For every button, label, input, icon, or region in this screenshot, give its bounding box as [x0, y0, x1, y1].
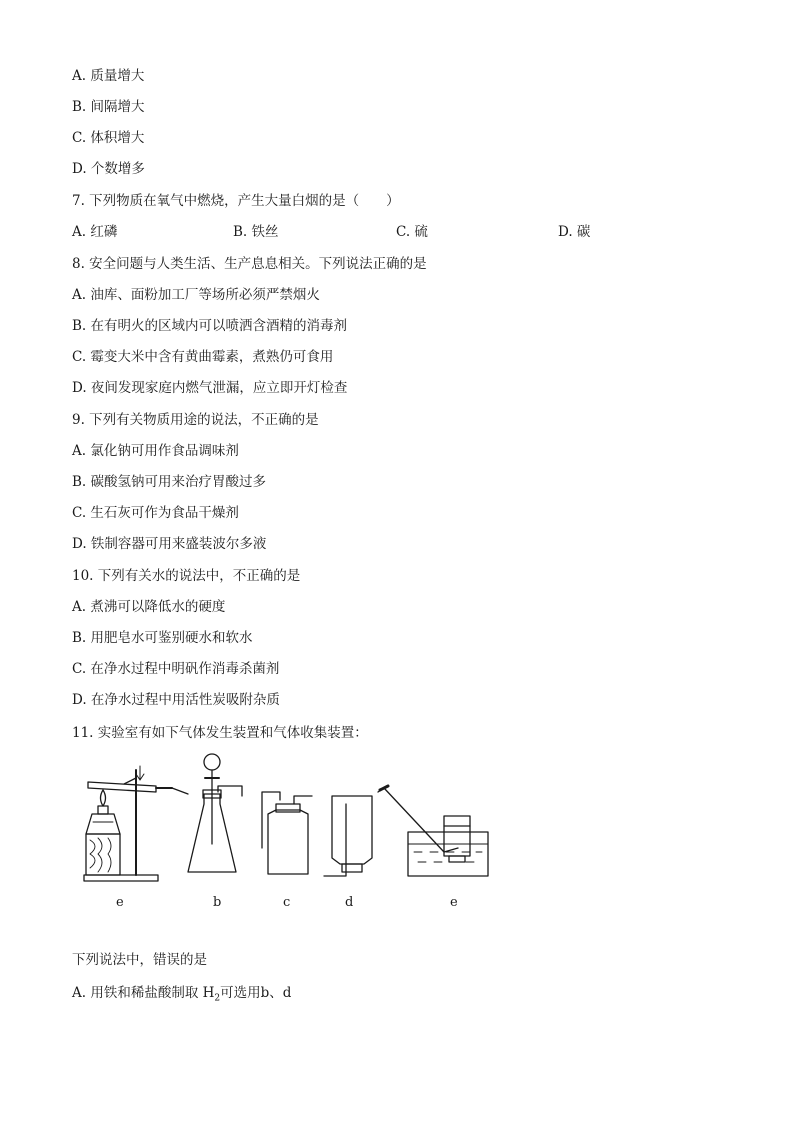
heating-apparatus: [84, 766, 188, 881]
apparatus-label-b: b: [213, 895, 222, 910]
trough-delivery-tube: [378, 788, 458, 852]
q8-option-c[interactable]: C. 霉变大米中含有黄曲霉素，煮熟仍可食用: [72, 349, 334, 365]
q6-option-d[interactable]: D. 个数增多: [72, 161, 145, 177]
stand-base: [84, 875, 158, 881]
q11-stem: 11. 实验室有如下气体发生装置和气体收集装置：: [72, 725, 368, 741]
q7-option-c[interactable]: C. 硫: [396, 224, 428, 240]
q7-options-row: [72, 223, 752, 241]
q6-option-c[interactable]: C. 体积增大: [72, 130, 145, 146]
q9-stem: 9. 下列有关物质用途的说法，不正确的是: [72, 412, 319, 428]
wood-grain: [90, 838, 111, 872]
gas-bottle-c: [262, 792, 312, 874]
water-trough-apparatus: [378, 786, 488, 876]
q10-option-a[interactable]: A. 煮沸可以降低水的硬度: [72, 599, 226, 615]
q10-option-c[interactable]: C. 在净水过程中明矾作消毒杀菌剂: [72, 661, 280, 677]
apparatus-label-e2: e: [450, 895, 458, 910]
q11-option-a[interactable]: [72, 984, 291, 1008]
q7-stem: 7. 下列物质在氧气中燃烧，产生大量白烟的是（ ）: [72, 193, 400, 209]
q10-option-d[interactable]: D. 在净水过程中用活性炭吸附杂质: [72, 692, 280, 708]
q10-option-b[interactable]: B. 用肥皂水可鉴别硬水和软水: [72, 630, 253, 646]
apparatus-label-c: c: [283, 895, 291, 910]
stand-clamp: [124, 778, 136, 784]
water-lines: [414, 852, 482, 862]
funnel-bulb: [204, 754, 220, 770]
bottle-d-tube: [324, 804, 346, 876]
q8-option-b[interactable]: B. 在有明火的区域内可以喷洒含酒精的消毒剂: [72, 318, 348, 334]
q9-option-b[interactable]: B. 碳酸氢钠可用来治疗胃酸过多: [72, 474, 267, 490]
q11-option-a-subscript: 2: [214, 993, 221, 1004]
q9-option-c[interactable]: C. 生石灰可作为食品干燥剂: [72, 505, 239, 521]
q8-option-d[interactable]: D. 夜间发现家庭内燃气泄漏，应立即开灯检查: [72, 380, 348, 396]
q7-option-a[interactable]: A. 红磷: [72, 224, 118, 240]
lamp-flame: [101, 790, 106, 806]
water-trough: [408, 832, 488, 876]
bottle-shelf: [449, 856, 465, 862]
alcohol-lamp: [86, 814, 120, 834]
q6-option-a[interactable]: A. 质量增大: [72, 68, 145, 84]
q10-stem: 10. 下列有关水的说法中，不正确的是: [72, 568, 301, 584]
collection-bottle: [444, 816, 470, 856]
bottle-d-body: [332, 796, 372, 864]
bottle-c-tube-short: [294, 796, 312, 804]
flask-apparatus: [188, 754, 242, 872]
apparatus-label-e1: e: [116, 895, 124, 910]
q9-option-a[interactable]: A. 氯化钠可用作食品调味剂: [72, 443, 239, 459]
bottle-c-tube-long: [262, 792, 280, 848]
gas-bottle-d: [324, 796, 372, 876]
delivery-tube: [172, 788, 188, 794]
q9-option-d[interactable]: D. 铁制容器可用来盛装波尔多液: [72, 536, 267, 552]
q7-option-d[interactable]: D. 碳: [558, 224, 591, 240]
q11-option-a-prefix: A. 用铁和稀盐酸制取 H: [72, 985, 215, 1001]
apparatus-label-d: d: [345, 895, 354, 910]
q8-stem: 8. 安全问题与人类生活、生产息息相关。下列说法正确的是: [72, 256, 427, 272]
q8-option-a[interactable]: A. 油库、面粉加工厂等场所必须严禁烟火: [72, 287, 320, 303]
q7-option-b[interactable]: B. 铁丝: [233, 224, 279, 240]
apparatus-figure: [72, 748, 502, 888]
q11-follow: 下列说法中，错误的是: [72, 952, 207, 968]
test-tube: [88, 782, 156, 792]
bottle-c-stopper: [276, 804, 300, 812]
bottle-c-body: [268, 810, 308, 874]
lamp-neck: [98, 806, 108, 814]
q6-option-b[interactable]: B. 间隔增大: [72, 99, 145, 115]
bottle-d-stopper: [342, 864, 362, 872]
q11-option-a-suffix: 可选用b、d: [220, 985, 292, 1001]
